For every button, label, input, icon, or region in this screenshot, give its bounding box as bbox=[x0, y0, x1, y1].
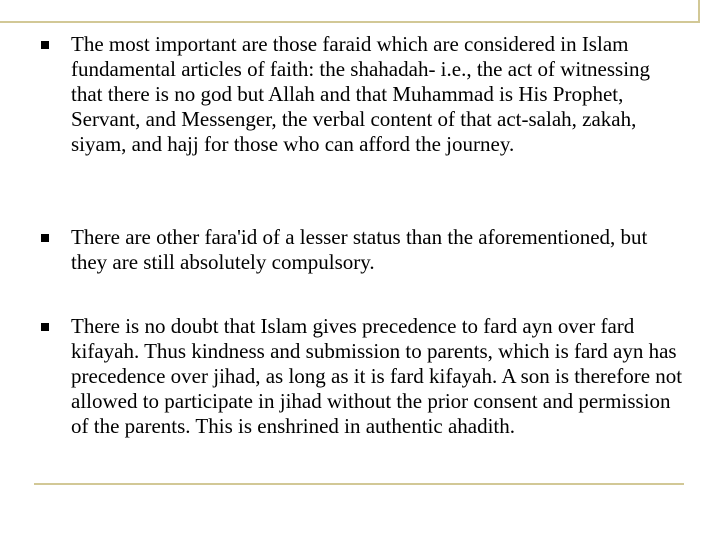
square-bullet-icon bbox=[41, 41, 49, 49]
bullet-text: The most important are those faraid which are considered in Islam fundamental articles of faith: the shahadah- i.e., the act of witnessing that there is no god but Allah and that Muhammad is His Prophet, Servant, and Messenger, the verbal content of that act-salah, zakah, siyam, and hajj for those who can afford the journey. bbox=[71, 32, 651, 156]
square-bullet-icon bbox=[41, 323, 49, 331]
bottom-rule bbox=[34, 483, 684, 485]
top-rule bbox=[0, 21, 700, 23]
bullet-text: There are other fara'id of a lesser status than the aforementioned, but they are still absolutely compulsory. bbox=[71, 225, 648, 274]
top-right-rule bbox=[698, 0, 700, 23]
square-bullet-icon bbox=[41, 234, 49, 242]
bullet-text: There is no doubt that Islam gives precedence to fard ayn over fard kifayah. Thus kindness and submission to parents, which is fard ayn has precedence over jihad, as long as it is fard kifayah. A son is therefore not allowed to participate in jihad without the prior consent and permission of the parents. This is enshrined in authentic ahadith. bbox=[71, 314, 683, 438]
